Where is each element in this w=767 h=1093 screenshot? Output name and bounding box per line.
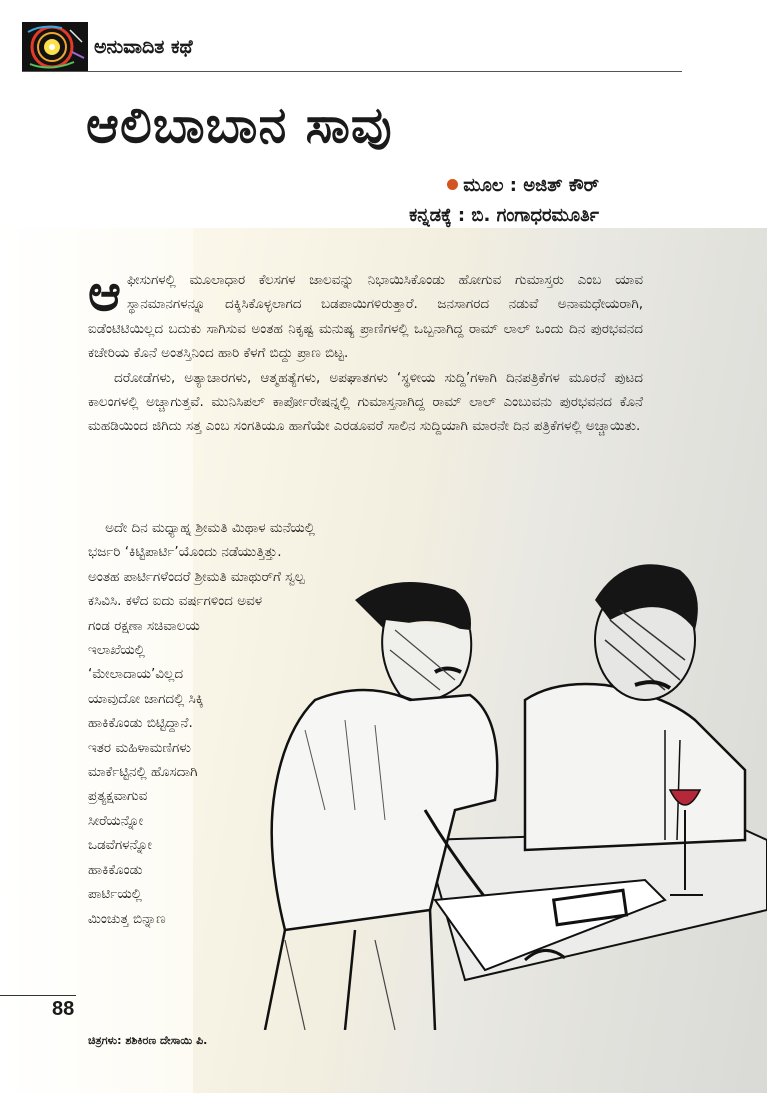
narrow-line: ಅಂತಹ ಪಾರ್ಟಿಗಳೆಂದರೆ ಶ್ರೀಮತಿ ಮಾಥುರ್‌ಗೆ ಸ್ವಲ್ಪ <box>88 568 305 585</box>
narrow-line: ಒಡವೆಗಳನ್ನೋ <box>88 837 152 854</box>
narrow-line: ಹಾಕಿಕೊಂಡು <box>88 861 143 878</box>
narrow-line: ಪ್ರತ್ಯಕ್ಷವಾಗುವ <box>88 788 148 805</box>
drop-cap: ಆ <box>88 264 121 322</box>
section-label: ಅನುವಾದಿತ ಕಥೆ <box>94 36 193 58</box>
narrow-line: ಮಿಂಚುತ್ತ ಬಿನ್ನಾಣ <box>88 910 166 927</box>
original-author <box>447 175 599 196</box>
story-paragraph-1 <box>88 264 643 366</box>
illustration-credit: ಚಿತ್ರಗಳು: ಶಶಿಕಿರಣ ದೇಸಾಯಿ ಪಿ. <box>88 1034 208 1047</box>
narrow-line: ಅದೇ ದಿನ ಮಧ್ಯಾಹ್ನ ಶ್ರೀಮತಿ ಮಿಥಾಳ ಮನೆಯಲ್ಲಿ <box>88 520 315 536</box>
original-author-text: ಮೂಲ : ಅಜಿತ್ ಕೌರ್ <box>463 175 599 196</box>
page-number: 88 <box>52 998 75 1020</box>
paragraph-1-text: ಫೀಸುಗಳಲ್ಲಿ ಮೂಲಾಧಾರ ಕೆಲಸಗಳ ಜಾಲವನ್ನು ನಿಭಾಯಿಸಿಕೊಂಡು ಹೋಗುವ ಗುಮಾಸ್ತರು ಎಂಬ ಯಾವ ಸ್ಥಾನಮಾನಗಳನ್ನೂ ದಕ್ಕಿಸಿಕೊಳ್ಳಲಾಗದ ಬಡಪಾಯಿಗಳಿರುತ್ತಾರೆ. ಜನಸಾಗರದ ನಡುವೆ ಅನಾಮಧೇಯರಾಗಿ, ಐಡೆಂಟಿಟಿಯಿಲ್ಲದ ಬದುಕು ಸಾಗಿಸುವ ಅಂತಹ ನಿಕೃಷ್ಟ ಮನುಷ್ಯ ಪ್ರಾಣಿಗಳಲ್ಲಿ ಒಬ್ಬನಾಗಿದ್ದ ರಾಮ್ ಲಾಲ್ ಒಂದು ದಿನ ಪುರಭವನದ ಕಚೇರಿಯ ಕೊನೆ ಅಂತಸ್ತಿನಿಂದ ಹಾರಿ ಕೆಳಗೆ ಬಿದ್ದು ಪ್ರಾಣ ಬಿಟ್ಟ. <box>88 272 643 362</box>
page-number-rule <box>0 995 76 996</box>
narrow-line: ಹಾಕಿಕೊಂಡು ಬಿಟ್ಟಿದ್ದಾನೆ. <box>88 715 193 732</box>
narrow-line: ‘ಮೇಲಾದಾಯ’ವಿಲ್ಲದ <box>88 666 184 683</box>
narrow-line: ಕಸಿವಿಸಿ. ಕಳೆದ ಐದು ವರ್ಷಗಳಿಂದ ಅವಳ <box>88 593 263 610</box>
narrow-line: ಗಂಡ ರಕ್ಷಣಾ ಸಚಿವಾಲಯ <box>88 617 200 634</box>
story-illustration <box>225 510 767 1034</box>
story-body <box>88 264 643 439</box>
section-logo <box>22 22 88 72</box>
narrow-line: ಪಾರ್ಟಿಯಲ್ಲಿ <box>88 886 142 903</box>
narrow-line: ಸೀರೆಯನ್ನೋ <box>88 812 144 829</box>
translator-credit: ಕನ್ನಡಕ್ಕೆ : ಬಿ. ಗಂಗಾಧರಮೂರ್ತಿ <box>409 205 599 226</box>
story-paragraph-2: ದರೋಡೆಗಳು, ಅತ್ಯಾಚಾರಗಳು, ಆತ್ಮಹತ್ಯೆಗಳು, ಅಪಘಾತಗಳು ‘ಸ್ಥಳೀಯ ಸುದ್ದಿ’ಗಳಾಗಿ ದಿನಪತ್ರಿಕೆಗಳ ಮೂರನೆ ಪುಟದ ಕಾಲಂಗಳಲ್ಲಿ ಅಚ್ಚಾಗುತ್ತವೆ. ಮುನಿಸಿಪಲ್ ಕಾರ್ಪೋರೇಷನ್ನಲ್ಲಿ ಗುಮಾಸ್ತನಾಗಿದ್ದ ರಾಮ್ ಲಾಲ್ ಎಂಬುವನು ಪುರಭವನದ ಕೊನೆ ಮಹಡಿಯಿಂದ ಜಿಗಿದು ಸತ್ತ ಎಂಬ ಸಂಗತಿಯೂ ಹಾಗೆಯೇ ಎರಡೂವರೆ ಸಾಲಿನ ಸುದ್ದಿಯಾಗಿ ಮಾರನೇ ದಿನ ಪತ್ರಿಕೆಗಳಲ್ಲಿ ಅಚ್ಚಾಯಿತು. <box>88 369 643 435</box>
header-divider <box>22 71 682 72</box>
narrow-line: ಯಾವುದೋ ಜಾಗದಲ್ಲಿ ಸಿಕ್ಕಿ <box>88 690 204 707</box>
narrow-line: ಇತರ ಮಹಿಳಾಮಣಿಗಳು <box>88 739 191 756</box>
article-title: ಆಲಿಬಾಬಾನ ಸಾವು <box>86 96 393 154</box>
narrow-line: ಇಲಾಖೆಯಲ್ಲಿ <box>88 642 145 659</box>
narrow-line: ಭರ್ಜರಿ ‘ಕಿಟ್ಟಿಪಾರ್ಟಿ’ಯೊಂದು ನಡೆಯುತ್ತಿತ್ತು. <box>88 544 282 561</box>
bullet-icon <box>447 179 458 190</box>
narrow-line: ಮಾರ್ಕೆಟ್ಟಿನಲ್ಲಿ ಹೊಸದಾಗಿ <box>88 764 198 781</box>
